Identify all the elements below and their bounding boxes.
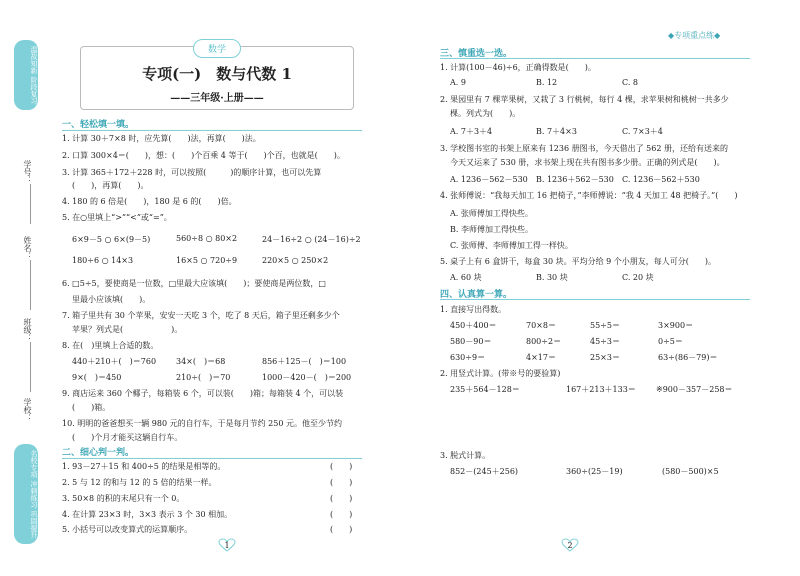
choice-5-option-b: B. 30 块 — [536, 273, 568, 282]
section-divider — [62, 130, 362, 131]
choice-3-line2: 今天又运来了 530 册，求书架上现在共有图书多少册。正确的列式是( )。 — [450, 158, 725, 167]
question-1: 1. 计算 30＋7×8 时，应先算( )法，再算( )法。 — [62, 134, 261, 143]
class-line — [30, 342, 31, 392]
judge-answer-2: ( ) — [330, 478, 353, 487]
section-divider — [62, 458, 362, 459]
diamond-icon: ◆ — [714, 31, 721, 40]
choice-1-option-c: C. 8 — [622, 78, 639, 87]
question-7-line2: 苹果？列式是( )。 — [72, 325, 183, 334]
oral-2-1: 580－90＝ — [450, 337, 492, 346]
question-7-line1: 7. 箱子里共有 30 个苹果，安安一天吃 3 个，吃了 8 天后，箱子里还剩多少个 — [62, 311, 340, 320]
question-3-line2: ( )，再算( )。 — [72, 181, 149, 190]
name-label: 姓名： — [23, 236, 32, 260]
choice-5: 5. 桌子上有 6 盒饼干，每盒 30 块。平均分给 9 个小朋友，每人可分( )。 — [440, 257, 717, 266]
choice-1-option-b: B. 12 — [536, 78, 558, 87]
oral-1-4: 3×900＝ — [658, 321, 694, 330]
oral-1-2: 70×8＝ — [526, 321, 556, 330]
choice-3-option-c: C. 1236－562＋530 — [622, 175, 700, 184]
fill-row-1-item-1: 440＋210＋( )＝760 — [72, 357, 157, 366]
class-label: 班级： — [23, 318, 32, 342]
calc-part-2-title: 2. 用竖式计算。(带※号的要验算) — [440, 369, 561, 378]
ribbon-label: 专项重点练 — [674, 31, 715, 40]
section-divider — [440, 299, 750, 300]
stepwise-calc-2: 360÷(25－19) — [566, 467, 623, 476]
fill-row-1-item-3: 856＋125－( )＝100 — [262, 357, 347, 366]
choice-2-line2: 棵。列式为( )。 — [450, 109, 521, 118]
choice-2-line1: 2. 果园里有 7 棵苹果树，又栽了 3 行桃树，每行 4 棵，求苹果树和桃树一共多少 — [440, 95, 729, 104]
fill-row-2-item-1: 9×( )＝450 — [72, 373, 122, 382]
section-divider — [440, 58, 750, 59]
title-box — [80, 46, 354, 110]
fill-row-1-item-2: 34×( )＝68 — [176, 357, 226, 366]
oral-2-3: 45÷3＝ — [590, 337, 620, 346]
question-9-line1: 9. 商店运来 360 个椰子，每箱装 6 个，可以装( )箱；每箱装 4 个，可以装 — [62, 389, 344, 398]
choice-3-option-a: A. 1236－562－530 — [450, 175, 528, 184]
student-id-line — [30, 184, 31, 224]
vertical-calc-3: ※900－357－258＝ — [656, 385, 733, 394]
right-page — [400, 0, 800, 576]
question-8: 8. 在( )里填上合适的数。 — [62, 341, 159, 350]
choice-3-option-b: B. 1236＋562－530 — [536, 175, 614, 184]
compare-row-1-item-2: 560÷8 ○ 80×2 — [176, 234, 238, 243]
judge-item-2: 2. 5 与 12 的和与 12 的 5 倍的结果一样。 — [62, 478, 217, 487]
judge-answer-5: ( ) — [330, 525, 353, 534]
question-3-line1: 3. 计算 365＋172＋228 时，可以按照( )的顺序计算，也可以先算 — [62, 168, 322, 177]
section-judge-title: 二、细心判一判。 — [62, 448, 135, 458]
choice-4-option-b: B. 李师傅加工得快些。 — [450, 225, 533, 234]
choice-5-option-c: C. 20 块 — [622, 273, 654, 282]
sidebar-top-tab: 温故知新 阶段复习 — [14, 40, 38, 110]
section-fill-title: 一、轻松填一填。 — [62, 120, 135, 130]
judge-answer-4: ( ) — [330, 510, 353, 519]
judge-item-1: 1. 93－27＋15 和 400÷5 的结果是相等的。 — [62, 462, 226, 471]
judge-item-3: 3. 50×8 的积的末尾只有一个 0。 — [62, 494, 185, 503]
choice-3-line1: 3. 学校图书室的书架上原来有 1236 册图书，今天借出了 562 册，还给有送来的 — [440, 144, 728, 153]
oral-3-2: 4×17＝ — [526, 353, 556, 362]
oral-3-3: 25×3＝ — [590, 353, 620, 362]
oral-3-4: 63÷(86－79)＝ — [658, 353, 718, 362]
choice-2-option-c: C. 7×3＋4 — [622, 127, 663, 136]
choice-2-option-b: B. 7＋4×3 — [536, 127, 577, 136]
vertical-calc-1: 235＋564－128＝ — [450, 385, 520, 394]
binding-sidebar — [0, 0, 42, 576]
oral-2-4: 0÷5＝ — [658, 337, 683, 346]
question-10-line1: 10. 明明的爸爸想买一辆 980 元的自行车，于是每月节约 250 元。他至少节约 — [62, 419, 342, 428]
fill-row-2-item-3: 1000－420－( )＝200 — [262, 373, 352, 382]
subject-label: 数学 — [193, 39, 241, 58]
question-6-line2: 里最小应该填( )。 — [72, 295, 151, 304]
judge-item-4: 4. 在计算 23×3 时，3×3 表示 3 个 30 相加。 — [62, 510, 233, 519]
compare-row-2-item-1: 180÷6 ○ 14×3 — [72, 256, 134, 265]
compare-row-2-item-3: 220×5 ○ 250×2 — [262, 256, 329, 265]
compare-row-1-item-1: 6×9－5 ○ 6×(9－5) — [72, 235, 151, 244]
subject-badge — [81, 37, 353, 58]
choice-4: 4. 张师傅说：“我每天加工 16 把椅子，”李师傅说：“我 4 天加工 48 把椅子。”( ) — [440, 191, 738, 200]
page-title: 专项(一) 数与代数 1 — [142, 65, 292, 83]
fill-row-2-item-2: 210÷( )＝70 — [176, 373, 231, 382]
oral-2-2: 800÷2＝ — [526, 337, 562, 346]
page-number: 2 — [567, 541, 573, 550]
question-10-line2: ( )个月才能买这辆自行车。 — [72, 433, 183, 442]
student-id-label: 学号： — [23, 160, 32, 184]
question-9-line2: ( )箱。 — [72, 403, 111, 412]
oral-1-3: 55÷5＝ — [590, 321, 620, 330]
judge-item-5: 5. 小括号可以改变算式的运算顺序。 — [62, 525, 193, 534]
question-2: 2. 口算 300×4＝( )，想：( )个百乘 4 等于( )个百，也就是( )。 — [62, 151, 345, 160]
grade-label: ——三年级·上册—— — [170, 93, 264, 104]
stepwise-calc-1: 852－(245＋256) — [450, 467, 519, 476]
oral-3-1: 630÷9＝ — [450, 353, 486, 362]
judge-answer-1: ( ) — [330, 462, 353, 471]
calc-part-1-title: 1. 直接写出得数。 — [440, 305, 507, 314]
name-line — [30, 260, 31, 310]
diamond-icon: ◆ — [668, 31, 675, 40]
school-label: 学校： — [23, 398, 32, 422]
section-ribbon — [668, 30, 720, 41]
choice-1: 1. 计算(100－46)÷6，正确得数是( )。 — [440, 63, 596, 72]
question-4: 4. 180 的 6 倍是( )，180 是 6 的( )倍。 — [62, 197, 237, 206]
choice-2-option-a: A. 7＋3＋4 — [450, 127, 493, 136]
section-choice-title: 三、慎重选一选。 — [440, 49, 513, 59]
vertical-calc-2: 167＋213＋133＝ — [566, 385, 636, 394]
stepwise-calc-3: (580－500)×5 — [662, 467, 719, 476]
calc-part-3-title: 3. 脱式计算。 — [440, 451, 491, 460]
page-number: 1 — [224, 541, 230, 550]
judge-answer-3: ( ) — [330, 494, 353, 503]
compare-row-1-item-3: 24－16÷2 ○ (24－16)÷2 — [262, 235, 361, 244]
choice-1-option-a: A. 9 — [450, 78, 466, 87]
compare-row-2-item-2: 16×5 ○ 720÷9 — [176, 256, 238, 265]
section-calc-title: 四、认真算一算。 — [440, 290, 513, 300]
oral-1-1: 450＋400＝ — [450, 321, 497, 330]
question-5: 5. 在○里填上“>”“<”或“=”。 — [62, 213, 172, 222]
choice-5-option-a: A. 60 块 — [450, 273, 482, 282]
question-6-line1: 6. □5÷5，要使商是一位数，□里最大应该填( )；要使商是两位数，□ — [62, 279, 326, 288]
choice-4-option-c: C. 张师傅、李师傅加工得一样快。 — [450, 241, 573, 250]
sidebar-bottom-tab: 名校专项 冲刺练习 巩固提升 — [14, 444, 38, 544]
choice-4-option-a: A. 张师傅加工得快些。 — [450, 209, 533, 218]
